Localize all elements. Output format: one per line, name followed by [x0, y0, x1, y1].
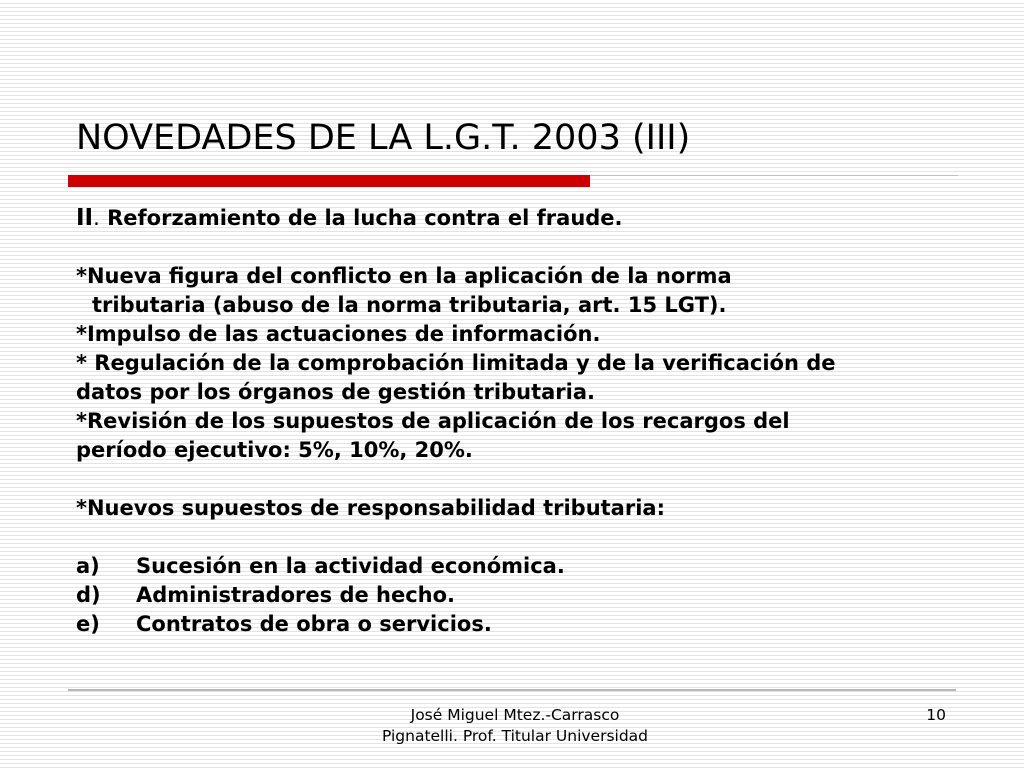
paragraph-conflicto: *Nueva figura del conflicto en la aplicación de la norma [76, 264, 732, 288]
section-heading-text: Reforzamiento de la lucha contra el fraude. [99, 206, 623, 230]
list-item [76, 552, 976, 581]
title-rule [68, 175, 958, 187]
slide-number: 10 [926, 706, 946, 724]
footer-author [300, 705, 730, 747]
spacer [76, 523, 976, 552]
paragraph-comprobacion-cont: datos por los órganos de gestión tributaria. [76, 380, 595, 404]
footer-rule [68, 689, 956, 691]
list-item-text: Sucesión en la actividad económica. [136, 554, 565, 578]
footer-author-line1: José Miguel Mtez.-Carrasco [410, 706, 620, 724]
paragraph-informacion: *Impulso de las actuaciones de información. [76, 322, 601, 346]
paragraph-recargos: *Revisión de los supuestos de aplicación de los recargos del [76, 409, 790, 433]
paragraph-comprobacion: * Regulación de la comprobación limitada y de la verificación de [76, 351, 836, 375]
list-item-marker: d) [76, 583, 101, 607]
list-item-marker: e) [76, 612, 100, 636]
footer-author-line2: Pignatelli. Prof. Titular Universidad [381, 727, 649, 745]
slide-content [76, 204, 976, 639]
paragraph-recargos-cont: período ejecutivo: 5%, 10%, 20%. [76, 438, 473, 462]
section-heading [76, 204, 976, 233]
title-accent-bar [68, 175, 590, 187]
list-item-text: Contratos de obra o servicios. [136, 612, 492, 636]
list-item [76, 610, 976, 639]
slide-title: NOVEDADES DE LA L.G.T. 2003 (III) [76, 118, 691, 158]
list-item [76, 581, 976, 610]
responsabilidad-heading: *Nuevos supuestos de responsabilidad tributaria: [76, 496, 665, 520]
spacer [76, 465, 976, 494]
paragraph-conflicto-cont: tributaria (abuso de la norma tributaria, art. 15 LGT). [92, 293, 727, 317]
list-item-text: Administradores de hecho. [136, 583, 456, 607]
section-roman-numeral: II [76, 205, 94, 231]
section-heading-dot: . [93, 206, 100, 230]
list-item-marker: a) [76, 554, 100, 578]
